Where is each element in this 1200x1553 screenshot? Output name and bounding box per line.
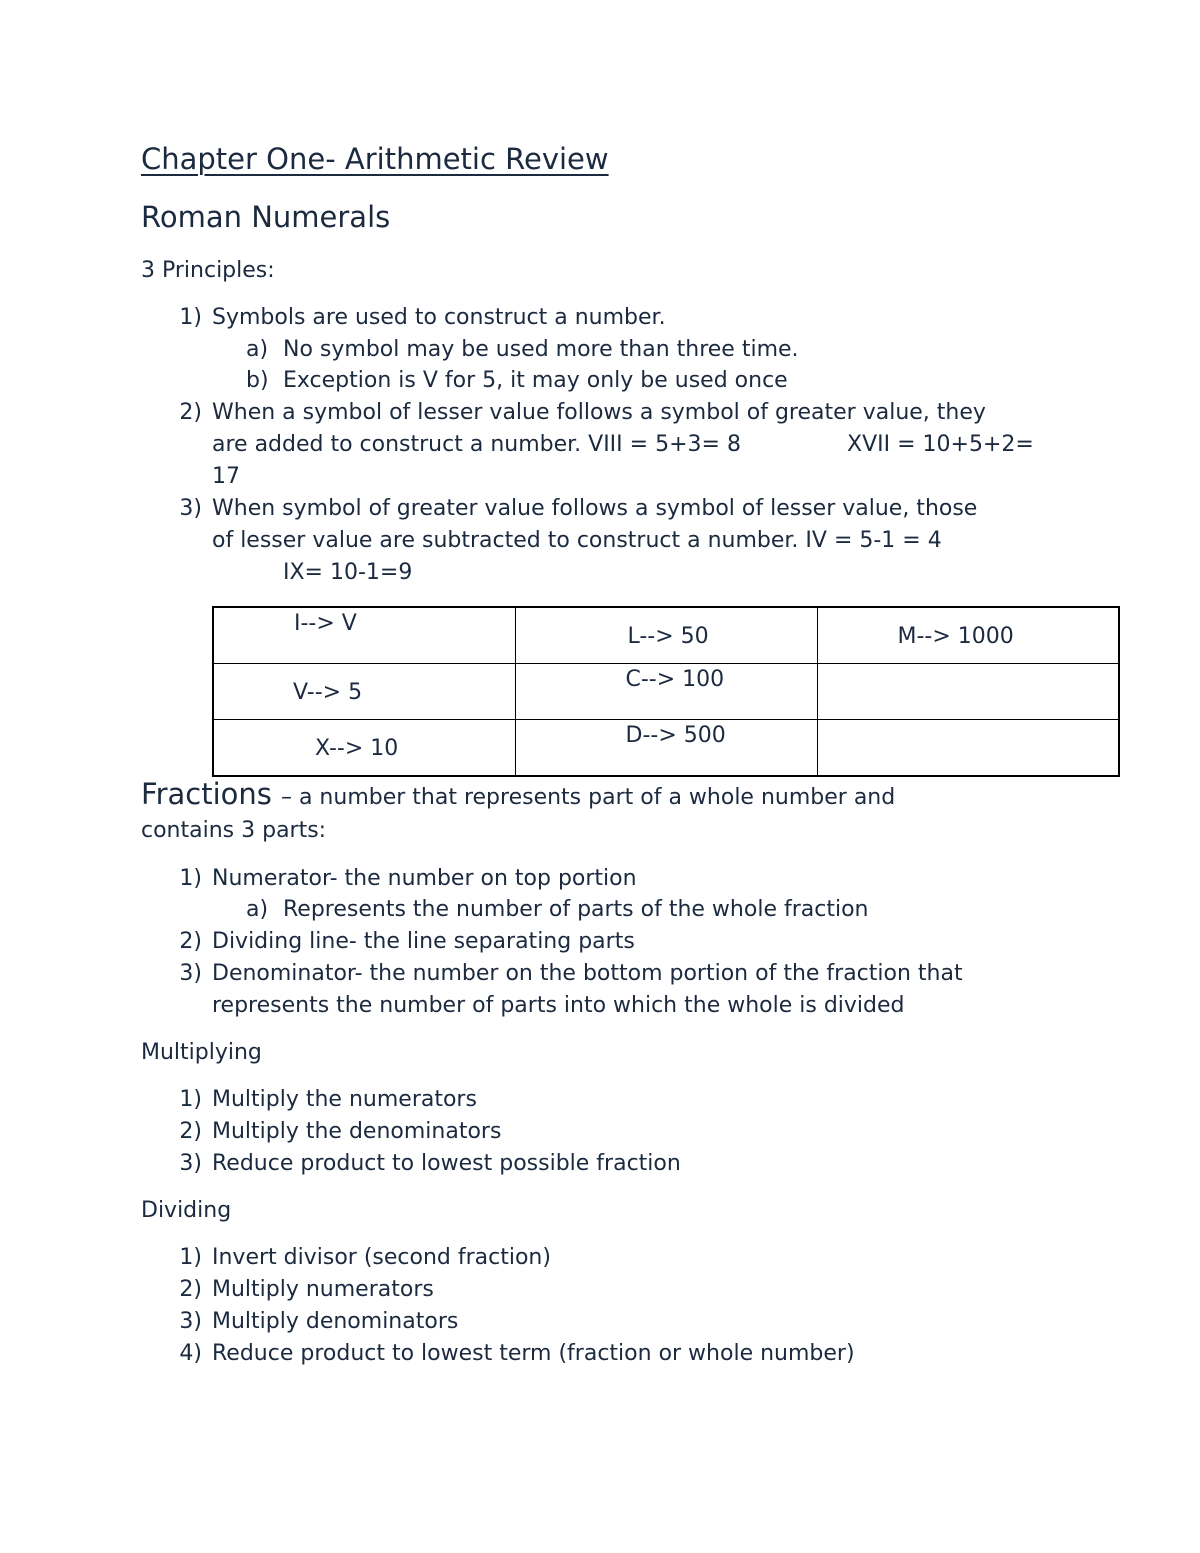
- cell-text: C--> 100: [625, 667, 725, 692]
- sub-letter: b): [246, 368, 269, 393]
- list-item-line: are added to construct a number. VIII = 5+3= 8: [212, 432, 741, 457]
- table-cell: [817, 664, 1119, 720]
- chapter-title: Chapter One- Arithmetic Review: [141, 142, 609, 176]
- list-item: Dividing line- the line separating parts: [212, 929, 635, 954]
- list-number: 3): [179, 1309, 202, 1334]
- list-item: Multiply the numerators: [212, 1087, 477, 1112]
- list-number: 2): [179, 1119, 202, 1144]
- list-item-line: 17: [212, 464, 240, 489]
- table-cell: [817, 720, 1119, 777]
- list-number: 1): [179, 305, 202, 330]
- example-ix: IX= 10-1=9: [283, 560, 413, 585]
- list-item-line: Denominator- the number on the bottom portion of the fraction that: [212, 961, 963, 986]
- fractions-heading: Fractions: [141, 777, 272, 811]
- roman-numerals-heading: Roman Numerals: [141, 200, 391, 234]
- list-item: Multiply the denominators: [212, 1119, 502, 1144]
- list-item: Invert divisor (second fraction): [212, 1245, 551, 1270]
- cell-text: D--> 500: [625, 723, 726, 748]
- example-xvii: XVII = 10+5+2=: [847, 432, 1034, 457]
- table-cell: [515, 607, 817, 664]
- list-number: 2): [179, 400, 202, 425]
- cell-text: I--> V: [294, 611, 357, 636]
- cell-text: M--> 1000: [897, 624, 1014, 649]
- sub-letter: a): [246, 337, 269, 362]
- fractions-definition-cont: contains 3 parts:: [141, 818, 327, 843]
- list-number: 1): [179, 1087, 202, 1112]
- dividing-heading: Dividing: [141, 1198, 232, 1223]
- list-number: 3): [179, 961, 202, 986]
- list-item-line: represents the number of parts into which the whole is divided: [212, 993, 905, 1018]
- table-row: [213, 607, 1119, 664]
- table-cell: [515, 664, 817, 720]
- fractions-heading-line: [141, 777, 895, 811]
- table-cell: [213, 664, 515, 720]
- sub-item: Exception is V for 5, it may only be used once: [283, 368, 788, 393]
- list-item: Reduce product to lowest term (fraction or whole number): [212, 1341, 855, 1366]
- list-item: Numerator- the number on top portion: [212, 866, 637, 891]
- list-number: 1): [179, 866, 202, 891]
- principles-label: 3 Principles:: [141, 258, 275, 283]
- table-cell: [817, 607, 1119, 664]
- table-cell: [213, 607, 515, 664]
- sub-letter: a): [246, 897, 269, 922]
- table-cell: [515, 720, 817, 777]
- table-row: [213, 664, 1119, 720]
- cell-text: X--> 10: [315, 736, 399, 761]
- cell-text: L--> 50: [627, 624, 709, 649]
- list-item: Symbols are used to construct a number.: [212, 305, 666, 330]
- list-item: Multiply numerators: [212, 1277, 434, 1302]
- list-item: Reduce product to lowest possible fraction: [212, 1151, 681, 1176]
- list-item-line: When symbol of greater value follows a symbol of lesser value, those: [212, 496, 978, 521]
- cell-text: V--> 5: [293, 680, 363, 705]
- table-cell: [213, 720, 515, 777]
- multiplying-heading: Multiplying: [141, 1040, 262, 1065]
- list-item-line: When a symbol of lesser value follows a symbol of greater value, they: [212, 400, 986, 425]
- list-number: 4): [179, 1341, 202, 1366]
- list-number: 3): [179, 496, 202, 521]
- list-number: 1): [179, 1245, 202, 1270]
- roman-numeral-table: [212, 606, 1120, 777]
- table-row: [213, 720, 1119, 777]
- sub-item: Represents the number of parts of the whole fraction: [283, 897, 869, 922]
- fractions-definition: – a number that represents part of a whole number and: [280, 785, 896, 810]
- list-number: 2): [179, 1277, 202, 1302]
- list-item: Multiply denominators: [212, 1309, 459, 1334]
- list-number: 3): [179, 1151, 202, 1176]
- sub-item: No symbol may be used more than three time.: [283, 337, 799, 362]
- list-item-line: of lesser value are subtracted to construct a number. IV = 5-1 = 4: [212, 528, 942, 553]
- list-number: 2): [179, 929, 202, 954]
